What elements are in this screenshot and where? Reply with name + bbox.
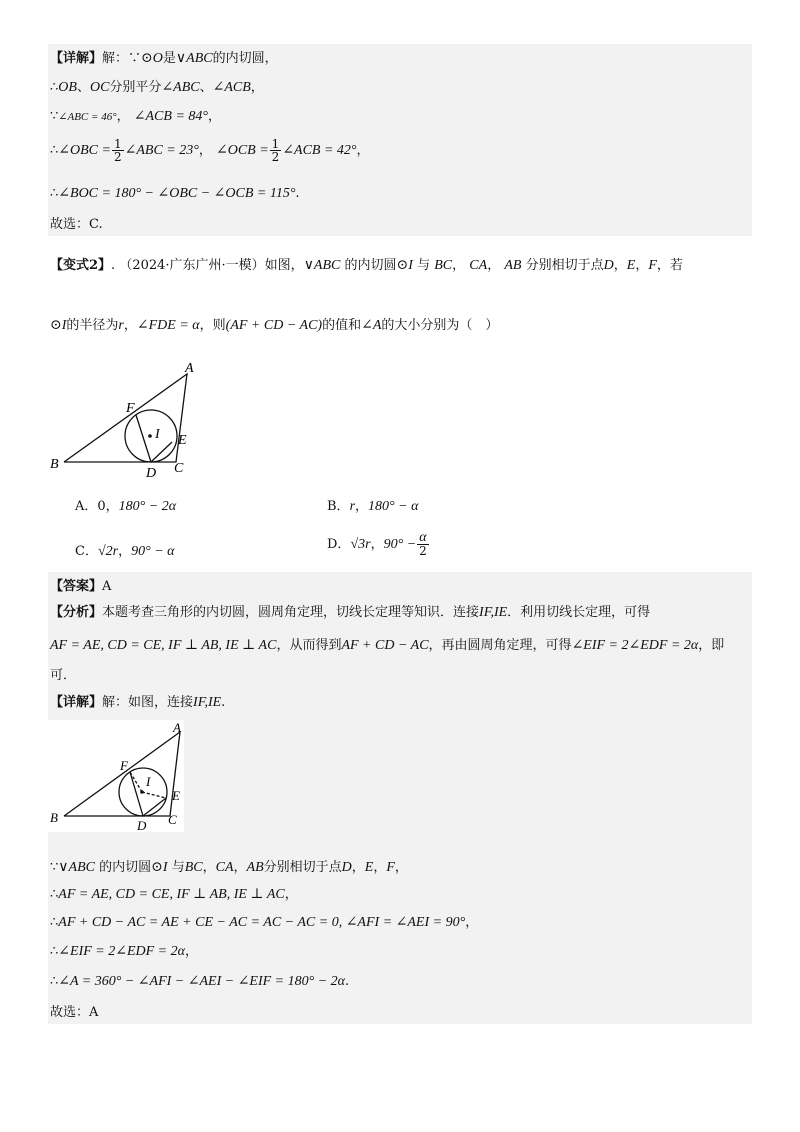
solution-line-1: 【详解】解：∵⊙O是∨ABC的内切圆， — [50, 51, 278, 66]
incenter-dot-2 — [140, 790, 144, 794]
analysis-line-1: 【分析】本题考查三角形的内切圆，圆周角定理，切线长定理等知识．连接IF,IE．利用切线长定理，可得 — [50, 605, 651, 620]
option-b[interactable]: B．r，180° − α — [327, 499, 419, 514]
label-b: B — [50, 457, 59, 472]
solution-line-3: ∵∠ABC = 46°， ∠ACB = 84°， — [50, 109, 221, 124]
question-line-2: ⊙I的半径为r，∠FDE = α，则(AF + CD − AC)的值和∠A的大小分别为（ ） — [50, 318, 499, 333]
derivation-line-1: ∵∨ABC 的内切圆⊙I 与BC，CA，AB分别相切于点D，E，F， — [50, 860, 408, 875]
label-a: A — [185, 361, 194, 376]
derivation-line-5: ∴∠A = 360° − ∠AFI − ∠AEI − ∠EIF = 180° − 2α. — [50, 974, 350, 989]
label-f-2: F — [120, 758, 128, 773]
label-c: C — [174, 461, 184, 476]
option-c[interactable]: C．√2r，90° − α — [75, 544, 175, 559]
derivation-line-4: ∴∠EIF = 2∠EDF = 2α， — [50, 944, 198, 959]
option-d[interactable]: D．√3r，90° − $\frac{\alpha}{2}$ — [327, 530, 427, 558]
derivation-line-3: ∴AF + CD − AC = AE + CE − AC = AC − AC = 0, ∠AFI = ∠AEI = 90°， — [50, 915, 479, 930]
segment-fd — [136, 415, 151, 462]
label-d-2: D — [137, 818, 147, 832]
detail-heading: 【详解】 — [50, 51, 103, 66]
analysis-line-2: AF = AE, CD = CE, IF ⊥ AB, IE ⊥ AC，从而得到AF + CD − AC，再由圆周角定理，可得∠EIF = 2∠EDF = 2α，即 — [50, 638, 725, 653]
half-fraction: $\frac{1}{2}$ — [113, 137, 122, 164]
detail-heading-2: 【详解】 — [50, 695, 103, 710]
analysis-line-3: 可． — [50, 668, 77, 683]
final-choice: 故选：A — [50, 1005, 99, 1020]
half-fraction: $\frac{1}{2}$ — [271, 137, 280, 164]
label-d: D — [146, 466, 157, 480]
segment-df-2 — [130, 772, 143, 816]
label-i: I — [155, 427, 160, 442]
triangle-abc — [64, 374, 187, 462]
label-e: E — [178, 433, 187, 448]
alpha-half-fraction: $\frac{\alpha}{2}$ — [419, 530, 427, 558]
solution-line-2: ∴OB、OC分别平分∠ABC、∠ACB， — [50, 80, 264, 95]
label-b-2: B — [50, 810, 58, 825]
label-c-2: C — [168, 812, 177, 827]
segment-if — [130, 772, 142, 792]
label-i-2: I — [146, 774, 151, 789]
label-e-2: E — [172, 788, 180, 803]
answer-heading: 【答案】 — [50, 579, 103, 594]
analysis-heading: 【分析】 — [50, 605, 103, 620]
derivation-line-2: ∴AF = AE, CD = CE, IF ⊥ AB, IE ⊥ AC， — [50, 887, 298, 902]
segment-de — [151, 442, 172, 462]
label-a-2: A — [173, 720, 181, 735]
detail-line: 【详解】解：如图，连接IF,IE. — [50, 695, 226, 710]
answer-line: 【答案】A — [50, 579, 112, 594]
incircle-figure-question — [44, 360, 204, 480]
segment-ie — [142, 792, 166, 798]
incircle-figure-solution — [44, 720, 190, 832]
incenter-dot — [148, 434, 152, 438]
solution-choice: 故选：C. — [50, 217, 103, 232]
option-a[interactable]: A．0，180° − 2α — [75, 499, 177, 514]
question-line-1: 【变式2】. （2024·广东广州·一模）如图，∨ABC 的内切圆⊙I 与 BC， CA， AB 分别相切于点D，E，F，若 — [50, 258, 683, 273]
solution-line-4: ∴∠OBC = $\frac{1}{2}$ ∠ABC = 23°， ∠OCB = $\frac{1}{2}$ ∠ACB = 42°， — [50, 137, 370, 164]
variant-tag: 【变式2】 — [50, 258, 112, 273]
solution-line-5: ∴∠BOC = 180° − ∠OBC − ∠OCB = 115°. — [50, 186, 300, 201]
label-f: F — [126, 401, 135, 416]
